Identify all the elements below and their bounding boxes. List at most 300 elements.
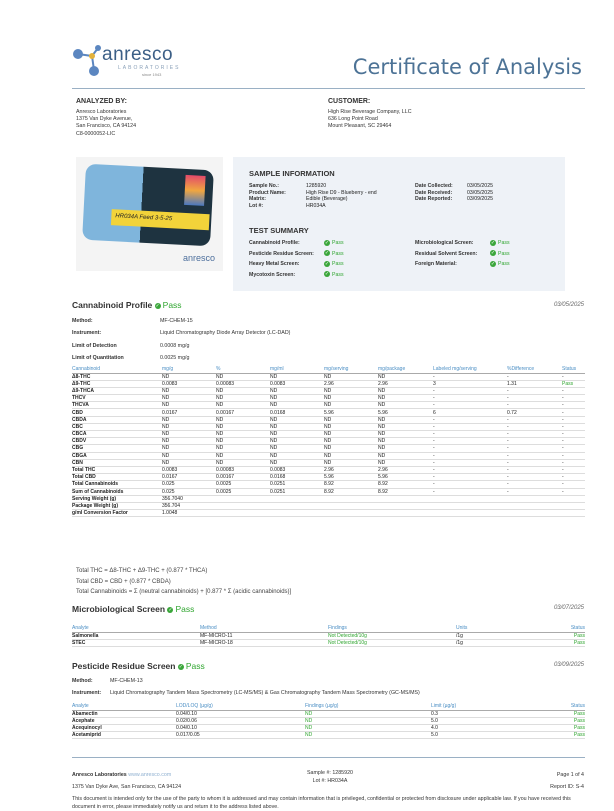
can-image xyxy=(82,164,214,247)
table-cell: 0.72 xyxy=(507,409,562,416)
info-label: Product Name: xyxy=(249,189,286,196)
table-cell: - xyxy=(562,416,585,423)
table-cell: - xyxy=(507,459,562,466)
table-cell: THCV xyxy=(72,395,162,402)
info-row xyxy=(415,249,510,260)
status-pass xyxy=(490,261,510,267)
header-divider xyxy=(72,88,585,89)
customer xyxy=(328,98,412,131)
table-cell: ND xyxy=(162,387,216,394)
meta-label: Method: xyxy=(72,678,93,684)
info-row xyxy=(249,259,344,270)
table-cell: 2.96 xyxy=(378,380,433,387)
meta-value: Liquid Chromatography Tandem Mass Spectrometry (LC-MS/MS) & Gas Chromatography Tandem Mass Spectrometry (GC-MS/MS) xyxy=(110,690,420,696)
table-row xyxy=(72,452,585,459)
table-cell: MF-MICRO-18 xyxy=(200,639,328,646)
table-cell: - xyxy=(433,474,507,481)
table-cell: - xyxy=(433,481,507,488)
weight-label: g/ml Conversion Factor xyxy=(72,510,162,517)
info-label: Date Collected: xyxy=(415,183,453,189)
table-cell: CBD xyxy=(72,409,162,416)
info-row xyxy=(415,183,493,190)
table-cell: - xyxy=(433,466,507,473)
table-cell: ND xyxy=(378,387,433,394)
table-cell: 0.00167 xyxy=(216,474,270,481)
table-cell: 0.025 xyxy=(162,481,216,488)
table-cell: - xyxy=(507,445,562,452)
table-row xyxy=(72,639,585,646)
column-header: Findings xyxy=(328,624,456,632)
table-cell: ND xyxy=(270,431,324,438)
table-row xyxy=(72,732,585,739)
table-cell: ND xyxy=(270,402,324,409)
check-icon: ✓ xyxy=(324,250,330,257)
footer-disclaimer: This document is intended only for the use of the party to whom it is addressed and may contain information that is privileged, confidential or protected from disclosure under applicable law. If you have received this document in error, please immediately notify us and return it to the address listed above. xyxy=(72,796,571,810)
table-cell: CBN xyxy=(72,459,162,466)
info-value: High Rise D9 - Blueberry - end xyxy=(306,189,377,196)
column-header: Findings (µg/g) xyxy=(305,702,431,710)
micro-date: 03/07/2025 xyxy=(553,605,584,611)
test-summary-heading: TEST SUMMARY xyxy=(249,226,309,235)
address-line: C8-0000052-LIC xyxy=(76,130,116,137)
formula-line: Total Cannabinoids = Σ (neutral cannabinoids) + [0.877 * Σ (acidic cannabinoids)] xyxy=(76,589,292,595)
table-cell: 5.96 xyxy=(378,409,433,416)
table-cell: ND xyxy=(324,431,378,438)
table-cell: ND xyxy=(270,452,324,459)
section-status: Pass xyxy=(185,661,205,671)
info-label: Residual Solvent Screen: xyxy=(415,250,478,257)
column-header: %Difference xyxy=(507,365,562,373)
analyzed-by xyxy=(76,98,136,138)
info-value: HR034A xyxy=(306,202,326,209)
table-cell: ND xyxy=(270,445,324,452)
table-cell: ND xyxy=(216,431,270,438)
table-cell: ND xyxy=(324,423,378,430)
table-cell: 4.0 xyxy=(431,724,556,731)
info-row xyxy=(249,196,377,203)
formula-line: Total THC = Δ8-THC + Δ9-THC + (0.877 * THCA) xyxy=(76,568,208,574)
address-line: San Francisco, CA 94124 xyxy=(76,123,137,130)
table-cell: - xyxy=(507,474,562,481)
table-cell: ND xyxy=(270,416,324,423)
table-cell: Total Cannabinoids xyxy=(72,481,162,488)
table-cell: - xyxy=(562,431,585,438)
info-label: Matrix: xyxy=(249,196,267,203)
meta-row xyxy=(72,327,290,339)
table-cell: - xyxy=(562,402,585,409)
table-cell: - xyxy=(562,466,585,473)
footer-lab: Anresco Laboratories xyxy=(72,772,127,778)
table-cell: Pass xyxy=(556,639,585,646)
table-cell: 0.0251 xyxy=(270,488,324,495)
meta-value: 0.0025 mg/g xyxy=(160,355,190,362)
micro-table xyxy=(72,624,585,647)
table-cell: ND xyxy=(216,402,270,409)
table-cell: 0.0168 xyxy=(270,474,324,481)
meta-label: Limit of Quantitation xyxy=(72,355,124,362)
table-cell: - xyxy=(433,488,507,495)
table-cell: - xyxy=(562,474,585,481)
status-text: Pass xyxy=(332,240,344,246)
footer-lot: Lot #: HR034A xyxy=(312,778,348,784)
info-row xyxy=(249,249,344,260)
table-cell: - xyxy=(507,452,562,459)
table-cell: - xyxy=(562,387,585,394)
info-row xyxy=(415,196,493,203)
table-cell: - xyxy=(507,423,562,430)
table-cell: Acetamiprid xyxy=(72,732,176,739)
table-cell: ND xyxy=(270,387,324,394)
cannabinoid-meta xyxy=(72,315,290,365)
footer-page: Page 1 of 4 xyxy=(556,772,584,778)
table-cell: ND xyxy=(378,395,433,402)
info-label: Sample No.: xyxy=(249,183,279,189)
status-text: Pass xyxy=(332,261,344,267)
table-cell: 1.31 xyxy=(507,380,562,387)
check-icon: ✓ xyxy=(324,239,330,246)
info-label: Cannabinoid Profile: xyxy=(249,240,300,246)
info-label: Microbiological Screen: xyxy=(415,240,474,246)
table-cell: ND xyxy=(270,459,324,466)
section-title: Cannabinoid Profile xyxy=(72,300,153,310)
table-cell: ND xyxy=(162,438,216,445)
table-cell: - xyxy=(433,431,507,438)
table-cell: 0.00083 xyxy=(216,466,270,473)
pesticide-meta xyxy=(72,675,420,699)
table-cell: CBGA xyxy=(72,452,162,459)
status-pass xyxy=(490,251,510,257)
table-cell: Pass xyxy=(556,724,585,731)
table-row xyxy=(72,466,585,473)
meta-label: Instrument: xyxy=(72,330,102,337)
table-cell: Not Detected/10g xyxy=(328,632,456,639)
table-cell: - xyxy=(507,488,562,495)
table-cell: 0.025 xyxy=(162,488,216,495)
table-cell: 0.04/0.10 xyxy=(176,724,305,731)
can-label: HR034A Feed 3-5-25 xyxy=(111,209,210,230)
table-cell: ND xyxy=(216,459,270,466)
table-row xyxy=(72,632,585,639)
status-text: Pass xyxy=(498,250,510,257)
table-cell: Pass xyxy=(556,732,585,739)
column-header: Analyte xyxy=(72,702,176,710)
table-cell: ND xyxy=(378,438,433,445)
table-cell: ND xyxy=(162,402,216,409)
table-cell: ND xyxy=(378,445,433,452)
check-icon: ✓ xyxy=(490,250,496,257)
table-cell: - xyxy=(433,445,507,452)
table-cell: - xyxy=(562,409,585,416)
table-cell: 0.0083 xyxy=(162,466,216,473)
table-cell: ND xyxy=(270,438,324,445)
check-icon: ✓ xyxy=(490,260,496,267)
table-cell: ND xyxy=(305,717,431,724)
table-cell: 0.017/0.05 xyxy=(176,732,305,739)
table-cell: 5.0 xyxy=(431,732,556,739)
table-row xyxy=(72,474,585,481)
table-cell: 5.96 xyxy=(378,474,433,481)
pesticide-heading xyxy=(72,661,205,671)
table-cell: - xyxy=(507,438,562,445)
info-label: Foreign Material: xyxy=(415,261,457,267)
table-cell: ND xyxy=(270,423,324,430)
formula-line: Total CBD = CBD + (0.877 * CBDA) xyxy=(76,578,171,585)
table-cell: - xyxy=(433,452,507,459)
table-cell: 0.0168 xyxy=(270,409,324,416)
info-row xyxy=(249,183,377,190)
info-value: Edible (Beverage) xyxy=(306,196,348,203)
info-value: 1285920 xyxy=(306,183,327,189)
table-cell: ND xyxy=(378,373,433,380)
customer-heading: CUSTOMER: xyxy=(328,98,371,105)
weight-value: 356.704 xyxy=(162,502,585,509)
column-header: Analyte xyxy=(72,624,200,632)
table-cell: 0.0083 xyxy=(270,380,324,387)
table-cell: ND xyxy=(216,373,270,380)
table-cell: ND xyxy=(216,445,270,452)
table-cell: 8.92 xyxy=(324,481,378,488)
table-row xyxy=(72,423,585,430)
page-title: Certificate of Analysis xyxy=(352,55,582,79)
table-cell: - xyxy=(433,416,507,423)
table-cell: 8.92 xyxy=(378,481,433,488)
table-cell: 8.92 xyxy=(378,488,433,495)
table-cell: - xyxy=(507,466,562,473)
table-cell: 2.96 xyxy=(378,466,433,473)
table-row xyxy=(72,380,585,387)
pesticide-table xyxy=(72,702,585,739)
footer-address: 1375 Van Dyke Ave, San Francisco, CA 94124 xyxy=(72,784,182,790)
column-header: mg/serving xyxy=(324,365,378,373)
table-cell: - xyxy=(562,438,585,445)
pesticide-date: 03/09/2025 xyxy=(553,662,584,668)
table-cell: ND xyxy=(162,416,216,423)
status-text: Pass xyxy=(332,250,344,257)
info-row xyxy=(415,259,510,270)
info-label: Date Reported: xyxy=(415,196,453,203)
table-cell: - xyxy=(562,373,585,380)
status-pass xyxy=(490,240,510,246)
footer-url[interactable]: www.anresco.com xyxy=(128,772,172,778)
table-row xyxy=(72,488,585,495)
weight-value: 1.0048 xyxy=(162,510,585,517)
meta-label: Limit of Detection xyxy=(72,342,117,349)
table-cell: ND xyxy=(162,423,216,430)
table-cell: ND xyxy=(324,452,378,459)
table-cell: 6 xyxy=(433,409,507,416)
meta-row xyxy=(72,315,290,327)
footer-right xyxy=(550,769,584,793)
status-text: Pass xyxy=(332,271,344,278)
table-row xyxy=(72,416,585,423)
table-cell: - xyxy=(507,395,562,402)
table-cell: - xyxy=(433,387,507,394)
table-row xyxy=(72,710,585,717)
check-icon: ✓ xyxy=(324,271,330,278)
address-line: High Rise Beverage Company, LLC xyxy=(328,109,412,115)
table-cell: ND xyxy=(162,395,216,402)
info-label: Date Received: xyxy=(415,189,453,196)
info-row xyxy=(415,238,510,249)
table-cell: THCVA xyxy=(72,402,162,409)
table-cell: 0.0083 xyxy=(162,380,216,387)
footer-center xyxy=(290,769,370,785)
table-cell: Pass xyxy=(556,710,585,717)
meta-value: MF-CHEM-13 xyxy=(110,678,143,684)
section-status: Pass xyxy=(175,604,195,614)
sample-info-heading: SAMPLE INFORMATION xyxy=(249,169,335,178)
meta-row xyxy=(72,675,420,687)
weight-label: Package Weight (g) xyxy=(72,502,162,509)
table-row xyxy=(72,724,585,731)
table-cell: MF-MICRO-11 xyxy=(200,632,328,639)
table-cell: Total CBD xyxy=(72,474,162,481)
table-header xyxy=(72,624,585,632)
micro-heading xyxy=(72,604,194,614)
table-cell: - xyxy=(433,438,507,445)
column-header: Method xyxy=(200,624,328,632)
weight-value: 356.7040 xyxy=(162,495,585,502)
column-header: Status xyxy=(556,702,585,710)
check-icon: ✓ xyxy=(178,663,183,670)
table-cell: 2.96 xyxy=(324,466,378,473)
column-header: Labeled mg/serving xyxy=(433,365,507,373)
column-header: Limit (µg/g) xyxy=(431,702,556,710)
table-cell: Pass xyxy=(556,717,585,724)
table-cell: CBG xyxy=(72,445,162,452)
status-pass xyxy=(324,240,344,246)
logo-text: anresco xyxy=(102,44,174,65)
table-row xyxy=(72,481,585,488)
table-row xyxy=(72,431,585,438)
table-cell: - xyxy=(433,373,507,380)
table-cell: ND xyxy=(305,710,431,717)
table-cell: Total THC xyxy=(72,466,162,473)
table-cell: ND xyxy=(216,423,270,430)
table-row xyxy=(72,438,585,445)
info-value: 03/05/2025 xyxy=(467,183,493,189)
section-title: Microbiological Screen xyxy=(72,604,166,614)
address-line: 1375 Van Dyke Avenue, xyxy=(76,116,133,123)
table-cell: ND xyxy=(378,423,433,430)
analyzed-by-heading: ANALYZED BY: xyxy=(76,98,127,105)
table-row xyxy=(72,373,585,380)
table-cell: ND xyxy=(378,402,433,409)
table-cell: CBCA xyxy=(72,431,162,438)
column-header: LOD/LOQ (µg/g) xyxy=(176,702,305,710)
table-cell: ND xyxy=(324,387,378,394)
table-cell: Sum of Cannabinoids xyxy=(72,488,162,495)
table-cell: - xyxy=(507,416,562,423)
table-cell: ND xyxy=(378,459,433,466)
formulas xyxy=(76,566,291,598)
table-cell: 8.92 xyxy=(324,488,378,495)
weight-row xyxy=(72,502,585,509)
table-cell: ND xyxy=(216,438,270,445)
table-cell: /1g xyxy=(456,632,556,639)
table-cell: - xyxy=(507,373,562,380)
table-cell: STEC xyxy=(72,639,200,646)
table-cell: - xyxy=(562,445,585,452)
table-cell: ND xyxy=(162,452,216,459)
address-line: Anresco Laboratories xyxy=(76,109,127,115)
table-row xyxy=(72,387,585,394)
table-cell: ND xyxy=(324,395,378,402)
table-cell: ND xyxy=(378,452,433,459)
table-cell: ND xyxy=(305,724,431,731)
table-cell: /1g xyxy=(456,639,556,646)
table-cell: Not Detected/10g xyxy=(328,639,456,646)
table-cell: 0.00167 xyxy=(216,409,270,416)
table-cell: 0.0251 xyxy=(270,481,324,488)
meta-label: Instrument: xyxy=(72,690,102,696)
info-value: 03/09/2025 xyxy=(467,196,493,203)
table-cell: ND xyxy=(270,395,324,402)
table-cell: ND xyxy=(162,459,216,466)
table-cell: 5.96 xyxy=(324,474,378,481)
info-label: Pesticide Residue Screen: xyxy=(249,250,314,257)
photo-watermark: anresco xyxy=(182,253,215,263)
table-cell: Salmonella xyxy=(72,632,200,639)
anresco-logo xyxy=(72,42,192,82)
table-cell: - xyxy=(562,459,585,466)
table-cell: - xyxy=(562,423,585,430)
table-cell: ND xyxy=(216,416,270,423)
table-row xyxy=(72,409,585,416)
molecule-icon xyxy=(72,44,106,78)
table-cell: ND xyxy=(324,445,378,452)
table-cell: 0.0025 xyxy=(216,481,270,488)
check-icon: ✓ xyxy=(155,302,160,309)
table-cell: 0.00083 xyxy=(216,380,270,387)
sample-info-panel xyxy=(233,157,565,291)
table-cell: ND xyxy=(162,373,216,380)
status-pass xyxy=(324,251,344,257)
table-cell: ND xyxy=(378,416,433,423)
check-icon: ✓ xyxy=(490,239,496,246)
table-cell: - xyxy=(507,387,562,394)
info-row xyxy=(249,190,377,197)
info-label: Heavy Metal Screen: xyxy=(249,261,300,267)
table-cell: ND xyxy=(378,431,433,438)
table-cell: ND xyxy=(324,416,378,423)
status-text: Pass xyxy=(498,261,510,267)
address-line: Mount Pleasant, SC 29464 xyxy=(328,123,392,130)
table-cell: ND xyxy=(324,459,378,466)
table-cell: Acephate xyxy=(72,717,176,724)
info-value: 03/05/2025 xyxy=(467,189,493,196)
table-cell: ND xyxy=(324,438,378,445)
cannabinoid-table xyxy=(72,365,585,517)
table-cell: Δ9-THC xyxy=(72,380,162,387)
section-status: Pass xyxy=(162,300,182,310)
table-cell: - xyxy=(507,481,562,488)
logo-subtext: LABORATORIES xyxy=(118,65,181,71)
table-cell: ND xyxy=(216,452,270,459)
table-cell: Pass xyxy=(562,380,585,387)
customer-address xyxy=(328,109,412,131)
table-cell: 5.96 xyxy=(324,409,378,416)
table-cell: 0.0083 xyxy=(270,466,324,473)
check-icon: ✓ xyxy=(324,260,330,267)
address-line: 636 Long Point Road xyxy=(328,116,378,123)
info-row xyxy=(249,203,377,210)
table-cell: 0.0167 xyxy=(162,409,216,416)
table-cell: - xyxy=(507,402,562,409)
column-header: mg/package xyxy=(378,365,433,373)
footer-divider xyxy=(72,757,585,758)
table-cell: - xyxy=(507,431,562,438)
